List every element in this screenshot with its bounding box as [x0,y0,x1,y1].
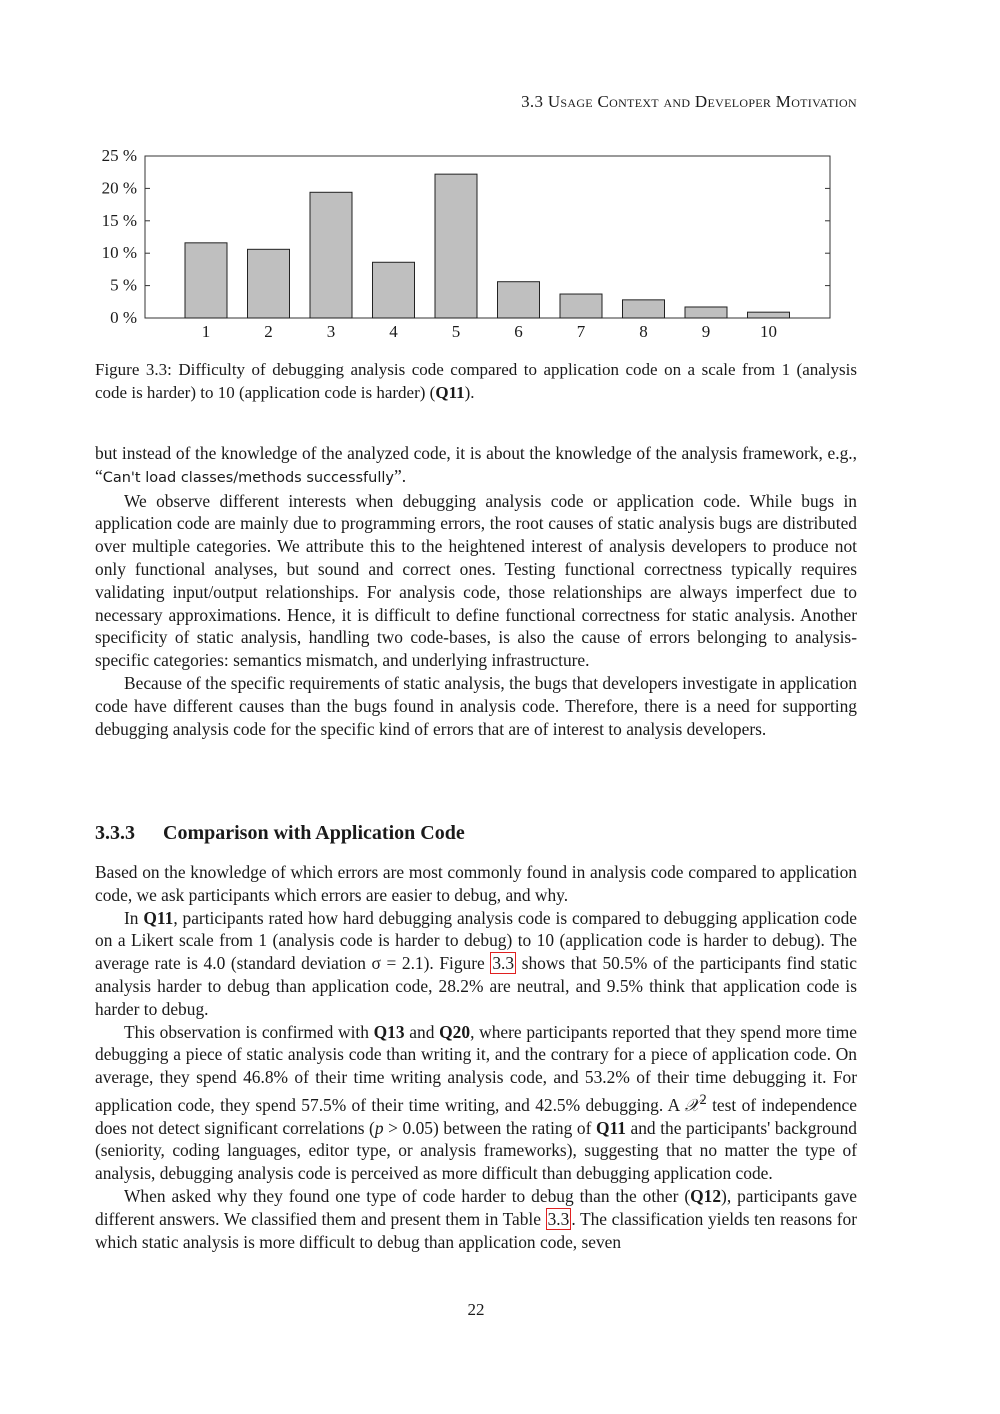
figure-caption [95,358,857,404]
bar [498,282,540,318]
paragraph-text: but instead of the knowledge of the analyzed code, it is about the knowledge of the analysis framework, e.g., “ [95,443,857,486]
y-tick-label: 10 % [101,243,137,263]
paragraph-text: test of independence does not detect significant correlations ( [95,1094,857,1138]
figure-link[interactable]: 3.3 [492,953,515,974]
caption-text: Difficulty of debugging analysis code compared to application code on a scale from 1 (analysis code is harder) to 10 (application code is harder) ( [95,360,857,402]
paragraph [95,907,857,1021]
paragraph-text: When asked why they found one type of code harder to debug than the other ( [124,1185,691,1206]
paragraph: Based on the knowledge of which errors are most commonly found in analysis code compared to application code, we ask participants which errors are easier to debug, and why. [95,862,857,905]
section-number: 3.3.3 [95,822,135,844]
caption-text-end: ). [464,383,475,402]
paragraph-text: , where participants reported that they spend more time debugging a piece of static analysis code than writing it, and the contrary for a piece of application code. On average, they spend 46.8% of their time writing analysis code, and 53.2% of their time debugging it. For application code, they spend 57.5% of their time writing, and 42.5% debugging. A [95,1021,857,1115]
paragraph-text: In [124,907,144,928]
paragraph-text: shows that 50.5% of the participants find static analysis harder to debug than application code, 28.2% are neutral, and 9.5% think that application code is harder to debug. [95,953,857,1019]
paragraph [95,442,857,490]
bar [748,312,790,318]
bar [248,249,290,318]
paragraph-text: and the participants' background (seniority, coding languages, editor type, or analysis frameworks), suggesting that no matter the type of analysis, debugging analysis code is perceived as more difficult than debugging application code. [95,1117,857,1184]
chi-symbol: 𝒳 [684,1094,700,1115]
paragraph-text: , participants rated how hard debugging analysis code is compared to debugging application code on a Likert scale from 1 (analysis code is harder to debug) to 10 (application code is harder to debug). The average rate is 4.0 (standard deviation σ = 2.1). Figure [95,907,857,974]
p-symbol: p [374,1117,384,1138]
paragraph-text: > 0.05) between the rating of [383,1117,596,1138]
paragraph: Because of the specific requirements of static analysis, the bugs that developers investigate in application code have different causes than the bugs found in analysis code. Therefore, there is a need for supporting debugging analysis code for the specific kind of errors that are of interest to analysis developers. [95,672,857,739]
y-tick-label: 20 % [101,178,137,198]
superscript: 2 [699,1091,707,1108]
caption-question: Q11 [435,383,465,402]
running-head [95,92,857,112]
x-tick-label: 4 [389,322,398,341]
paragraph [95,1185,857,1253]
x-tick-label: 8 [639,322,648,341]
bar [310,192,352,318]
x-tick-label: 1 [201,322,211,341]
x-tick-label: 7 [576,322,586,341]
bar [560,294,602,318]
y-tick-label: 15 % [101,210,137,230]
paragraph-text: and [404,1021,440,1042]
question-ref: Q20 [439,1021,471,1042]
bar [685,307,727,318]
x-tick-label: 6 [514,322,523,341]
bar [623,300,665,318]
paragraph-text: ), participants gave different answers. We classified them and present them in Table [95,1185,857,1229]
running-head-title: Usage Context and Developer Motivation [547,92,857,111]
bar-chart [90,140,850,350]
x-tick-label: 10 [760,322,777,341]
page-number: 22 [467,1300,485,1319]
y-tick-label: 5 % [110,275,137,295]
bar [373,262,415,318]
body-text-bottom [95,861,857,1253]
x-tick-label: 3 [326,322,336,341]
y-tick-label: 25 % [101,146,137,165]
x-tick-label: 5 [451,322,461,341]
question-ref: Q13 [373,1021,405,1042]
paragraph-text: This observation is confirmed with [124,1021,374,1042]
question-ref: Q12 [690,1185,722,1206]
section-heading [95,822,857,845]
x-tick-label: 2 [264,322,273,341]
paragraph-text: . The classification yields ten reasons for which static analysis is more difficult to debug than application code, seven [95,1208,857,1252]
table-link[interactable]: 3.3 [547,1208,570,1229]
section-title: Comparison with Application Code [163,822,465,844]
body-text-top [95,442,857,740]
question-ref: Q11 [143,907,174,928]
question-ref: Q11 [595,1117,626,1138]
paragraph-text: ”. [393,465,407,486]
caption-label: Figure 3.3: [95,360,172,379]
paragraph [95,1021,857,1185]
bar [435,174,477,318]
quoted-code: Can't load classes/methods successfully [102,469,394,486]
paragraph: We observe different interests when debugging analysis code or application code. While bugs in application code are mainly due to programming errors, the root causes of static analysis bugs are distributed over multiple categories. We attribute this to the heightened interest of analysis developers to produce not only functional analyses, but sound and correct ones. Testing functional correctness typically requires validating input/output relationships. For analysis code, those relationships are always imperfect due to necessary approximations. Hence, it is difficult to define functional correctness for static analysis. Another specificity of static analysis, handling two code-bases, is also the cause of errors belonging to analysis-specific categories: semantics mismatch, and underlying infrastructure. [95,490,857,671]
x-tick-label: 9 [701,322,711,341]
bar [185,243,227,318]
running-head-section: 3.3 [521,92,544,111]
y-tick-label: 0 % [110,308,137,327]
